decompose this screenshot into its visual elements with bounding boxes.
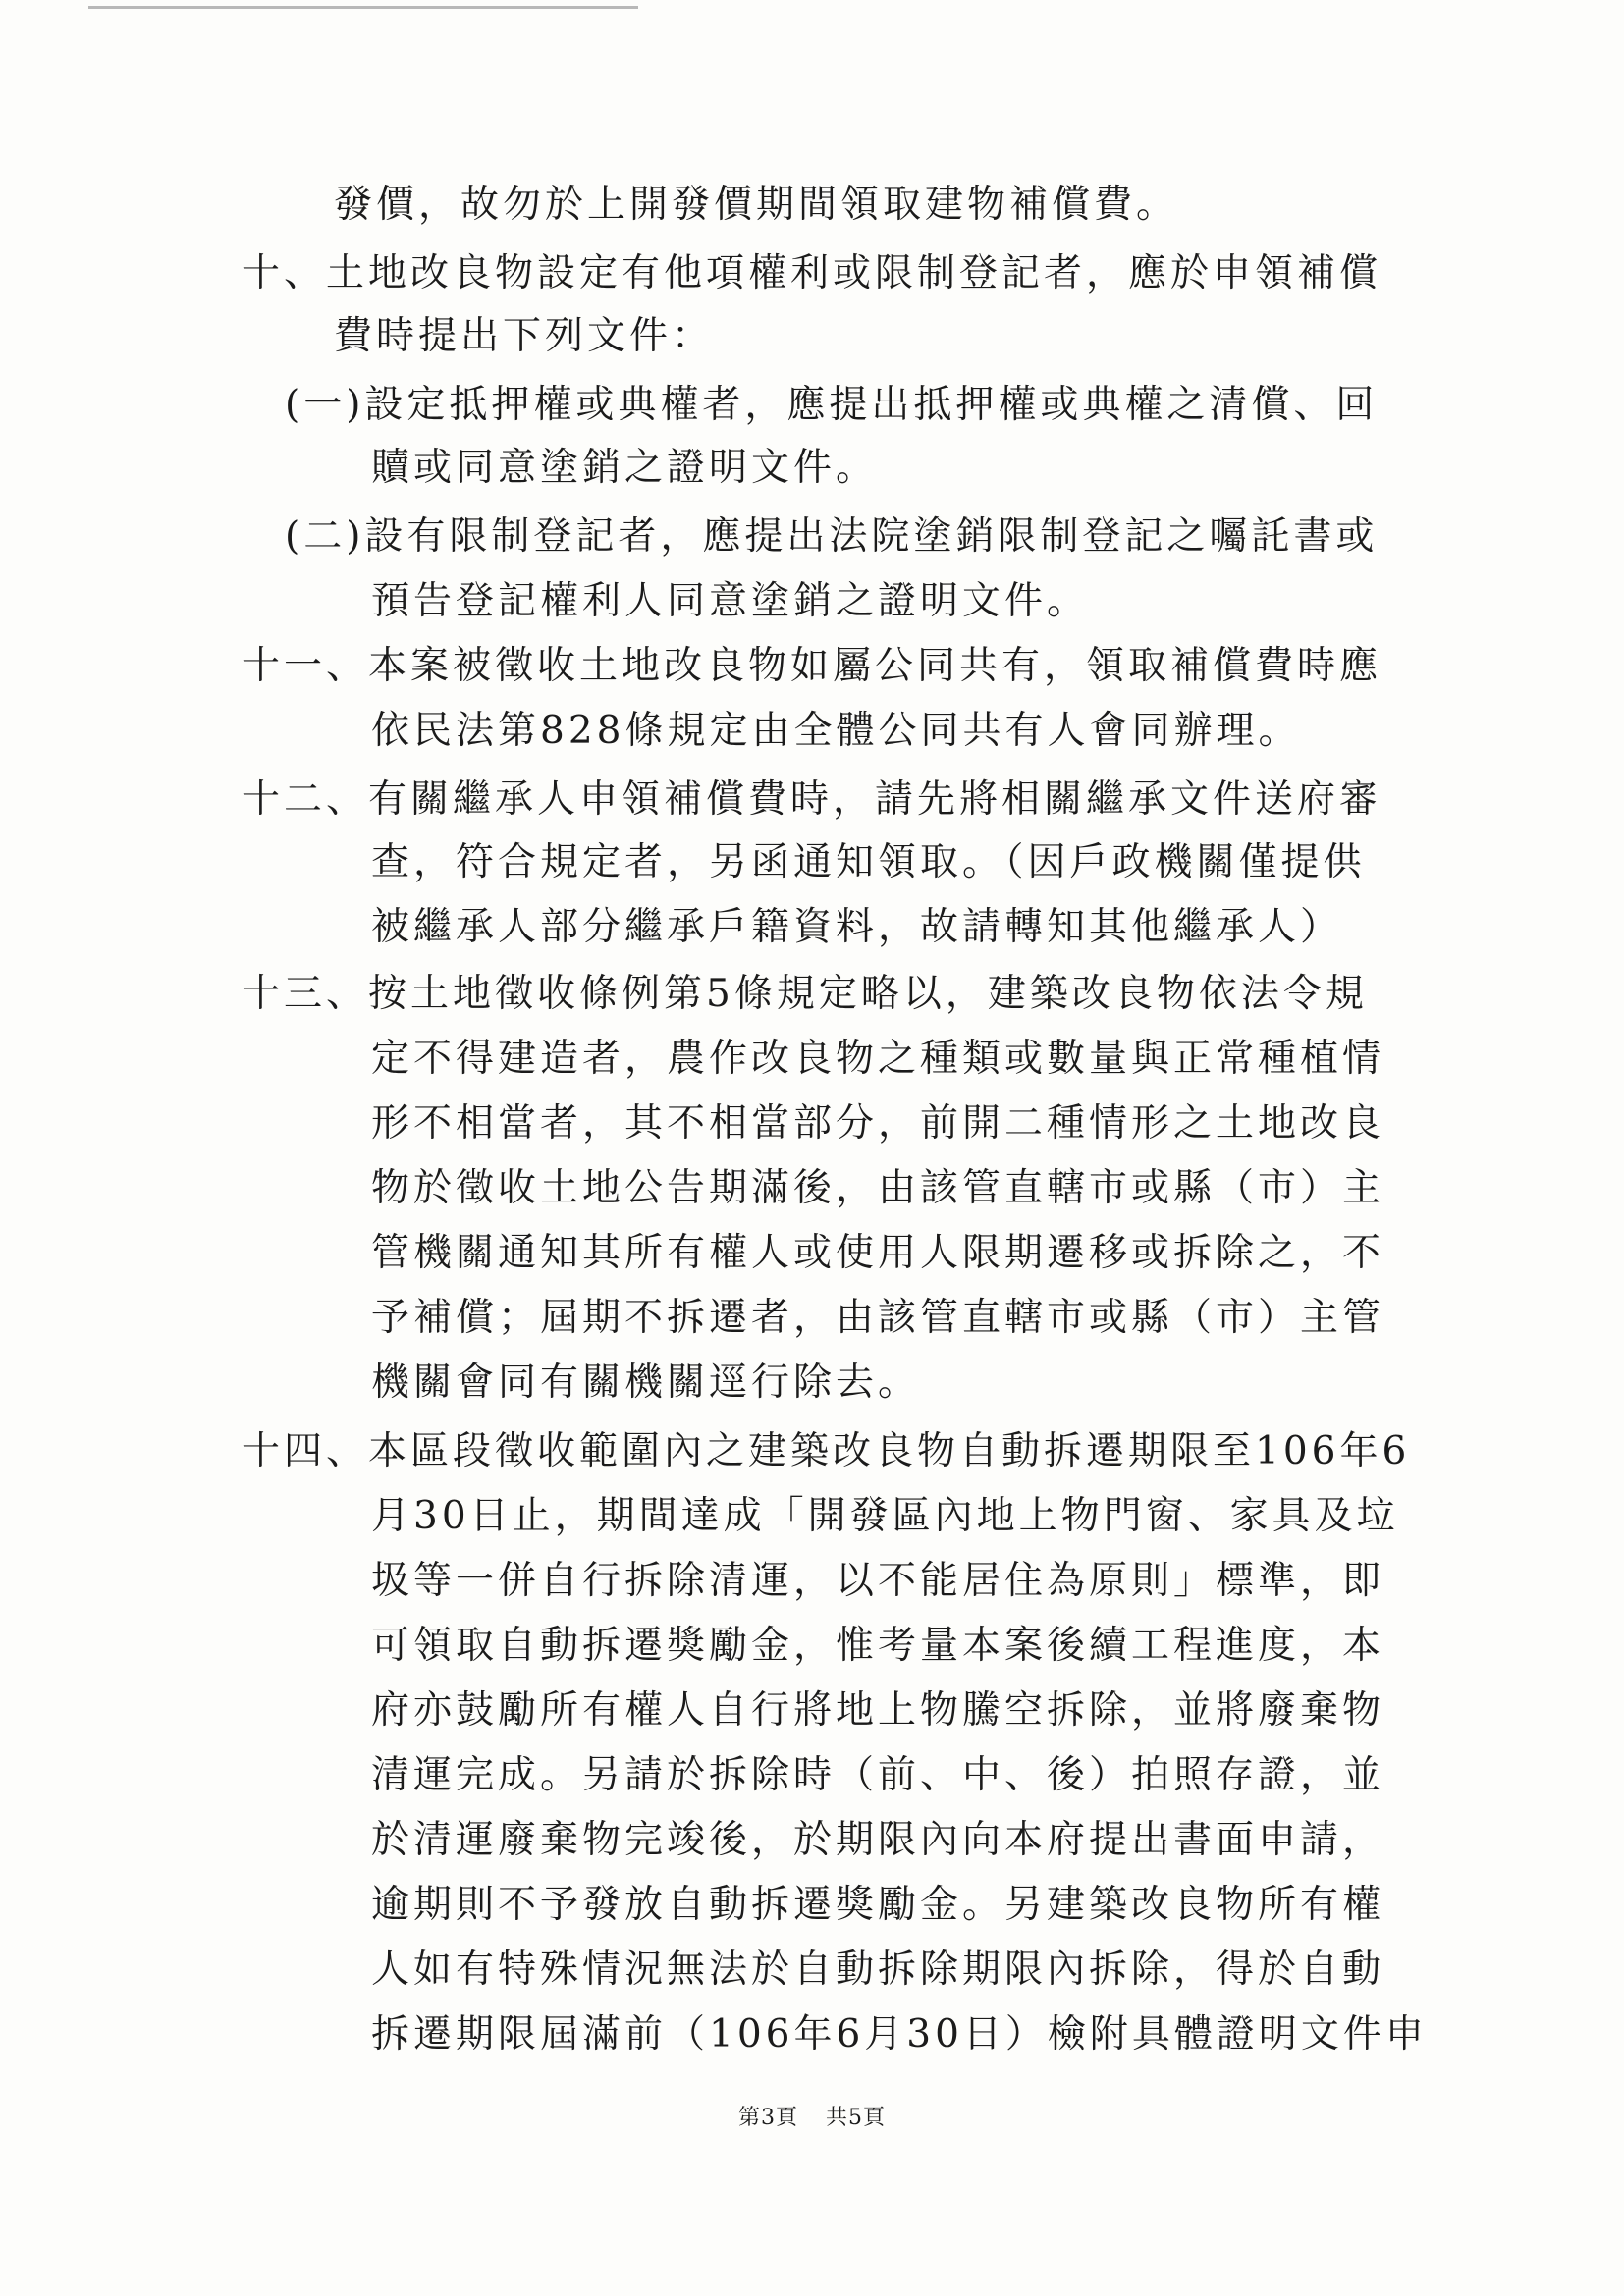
text-line: 清運完成。另請於拆除時（前、中、後）拍照存證，並 — [371, 1753, 1385, 1797]
page-number: 第3頁 — [738, 2106, 798, 2130]
clause-13-line: 十三、按土地徵收條例第5條規定略以，建築改良物依法令規 — [242, 972, 1368, 1016]
page-total: 共5頁 — [826, 2106, 886, 2130]
text-line: 被繼承人部分繼承戶籍資料，故請轉知其他繼承人） — [371, 905, 1343, 949]
text-line: 拆遷期限屆滿前（106年6月30日）檢附具體證明文件申 — [371, 2012, 1428, 2056]
subclause-2-line: (二)設有限制登記者，應提出法院塗銷限制登記之囑託書或 — [285, 514, 1379, 559]
clause-11-line: 十一、本案被徵收土地改良物如屬公同共有，領取補償費時應 — [242, 644, 1382, 688]
text-line: 月30日止，期間達成「開發區內地上物門窗、家具及垃 — [371, 1494, 1399, 1538]
text-line: 圾等一併自行拆除清運，以不能居住為原則」標準，即 — [371, 1559, 1385, 1603]
clause-14-line: 十四、本區段徵收範圍內之建築改良物自動拆遷期限至106年6 — [242, 1429, 1411, 1473]
text-line: 形不相當者，其不相當部分，前開二種情形之土地改良 — [371, 1101, 1385, 1146]
text-line: 予補償；屆期不拆遷者，由該管直轄市或縣（市）主管 — [371, 1296, 1385, 1340]
text-line: 逾期則不予發放自動拆遷獎勵金。另建築改良物所有權 — [371, 1883, 1385, 1927]
clause-12-line: 十二、有關繼承人申領補償費時，請先將相關繼承文件送府審 — [242, 777, 1382, 822]
text-line: 發價，故勿於上開發價期間領取建物補償費。 — [334, 183, 1179, 227]
text-line: 贖或同意塗銷之證明文件。 — [371, 446, 879, 490]
text-line: 可領取自動拆遷獎勵金，惟考量本案後續工程進度，本 — [371, 1624, 1385, 1668]
text-line: 於清運廢棄物完竣後，於期限內向本府提出書面申請， — [371, 1818, 1385, 1862]
text-line: 人如有特殊情況無法於自動拆除期限內拆除，得於自動 — [371, 1948, 1385, 1992]
text-line: 預告登記權利人同意塗銷之證明文件。 — [371, 579, 1090, 623]
page-footer — [0, 2101, 1624, 2131]
text-line: 機關會同有關機關逕行除去。 — [371, 1361, 921, 1405]
text-line: 依民法第828條規定由全體公同共有人會同辦理。 — [371, 709, 1301, 753]
text-line: 府亦鼓勵所有權人自行將地上物騰空拆除，並將廢棄物 — [371, 1688, 1385, 1733]
text-line: 定不得建造者，農作改良物之種類或數量與正常種植情 — [371, 1037, 1385, 1081]
text-line: 物於徵收土地公告期滿後，由該管直轄市或縣（市）主 — [371, 1166, 1385, 1210]
text-line: 管機關通知其所有權人或使用人限期遷移或拆除之，不 — [371, 1231, 1385, 1275]
text-line: 查，符合規定者，另函通知領取。（因戶政機關僅提供 — [371, 840, 1366, 884]
subclause-1-line: (一)設定抵押權或典權者，應提出抵押權或典權之清償、回 — [285, 383, 1379, 427]
clause-10-line: 十、土地改良物設定有他項權利或限制登記者，應於申領補償 — [242, 251, 1382, 295]
text-line: 費時提出下列文件： — [334, 314, 715, 358]
